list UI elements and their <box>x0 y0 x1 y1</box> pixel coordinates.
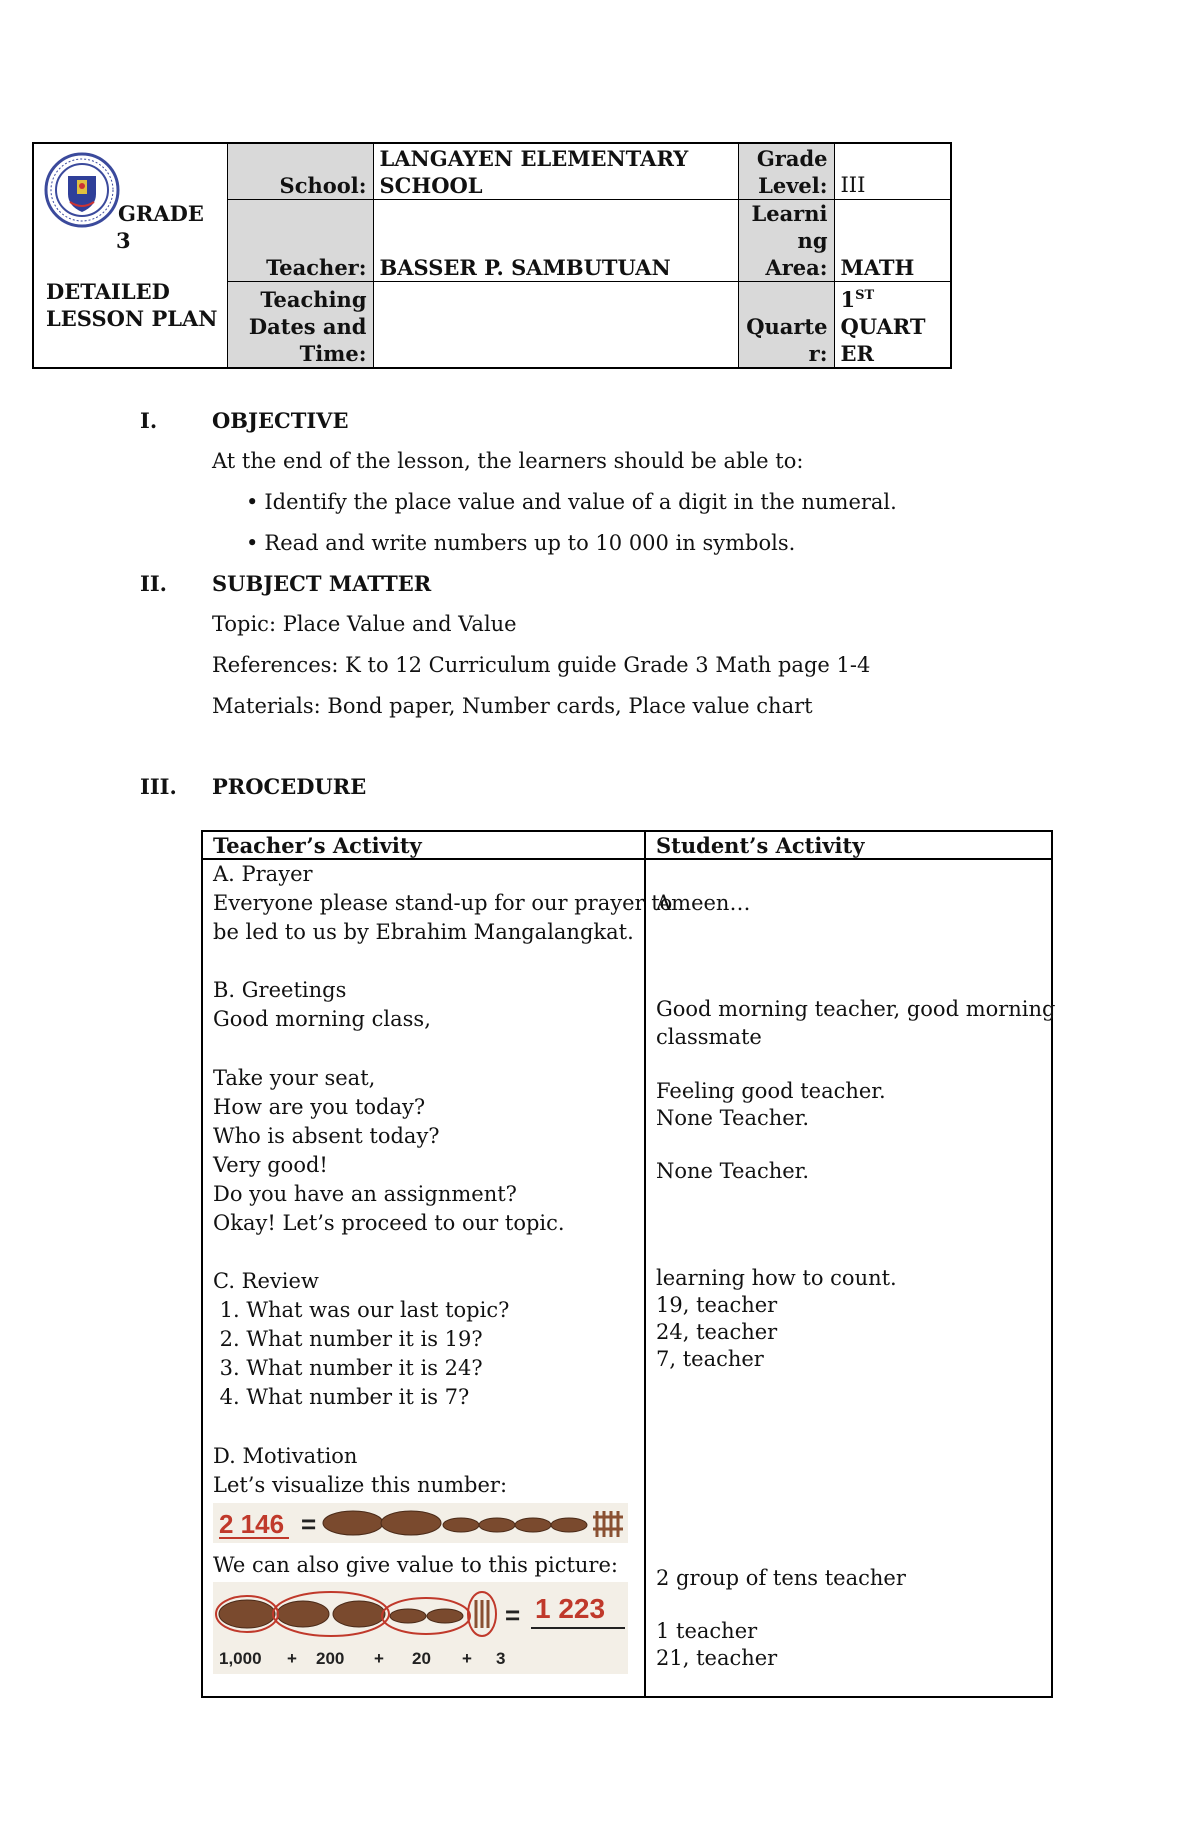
number-1223-bundles-image <box>213 1582 628 1674</box>
quarter-label: Quarte r: <box>738 281 834 368</box>
teaching-dates-label: Teaching Dates and Time: <box>227 281 373 368</box>
equals-sign: = <box>505 1600 521 1630</box>
teacher-activity-header: Teacher’s Activity <box>202 831 645 859</box>
school-label: School: <box>227 143 373 199</box>
grade-level-value: III <box>834 143 951 199</box>
teacher-line: Good morning class, <box>213 1007 431 1031</box>
teacher-line: Who is absent today? <box>213 1124 440 1148</box>
objective-bullet: • Read and write numbers up to 10 000 in symbols. <box>246 531 796 555</box>
objective-bullet: • Identify the place value and value of a digit in the numeral. <box>246 490 897 514</box>
student-line: 21, teacher <box>656 1646 778 1670</box>
section-objective-heading: I. OBJECTIVE <box>140 408 349 433</box>
teaching-dates-value <box>373 281 738 368</box>
teacher-line: B. Greetings <box>213 978 347 1002</box>
student-line: None Teacher. <box>656 1106 810 1130</box>
header-table <box>32 142 952 369</box>
value-part: 3 <box>496 1649 506 1668</box>
number-1223-label: 1 223 <box>535 1593 606 1624</box>
section-procedure-heading: III. PROCEDURE <box>140 774 367 799</box>
teacher-label: Teacher: <box>227 199 373 281</box>
student-line: 24, teacher <box>656 1320 778 1344</box>
student-line: 7, teacher <box>656 1347 764 1371</box>
teacher-line: 2. What number it is 19? <box>213 1327 483 1351</box>
teacher-line: Do you have an assignment? <box>213 1182 517 1206</box>
objective-intro: At the end of the lesson, the learners should be able to: <box>212 449 804 473</box>
teacher-line: 1. What was our last topic? <box>213 1298 510 1322</box>
value-part: 1,000 <box>219 1649 262 1668</box>
section-subject-heading: II. SUBJECT MATTER <box>140 571 432 596</box>
teacher-value: BASSER P. SAMBUTUAN <box>373 199 738 281</box>
subject-topic: Topic: Place Value and Value <box>212 612 517 636</box>
student-line: 1 teacher <box>656 1619 758 1643</box>
student-line: learning how to count. <box>656 1266 897 1290</box>
teacher-line: A. Prayer <box>213 862 313 886</box>
procedure-table <box>201 830 1056 1698</box>
teacher-line: C. Review <box>213 1269 319 1293</box>
teacher-line: D. Motivation <box>213 1444 358 1468</box>
student-line: Ameen… <box>656 891 751 915</box>
detailed-lesson-plan-label: DETAILED LESSON PLAN <box>46 279 218 331</box>
student-line: Feeling good teacher. <box>656 1079 886 1103</box>
teacher-line: 3. What number it is 24? <box>213 1356 483 1380</box>
subject-materials: Materials: Bond paper, Number cards, Place value chart <box>212 694 813 718</box>
school-value: LANGAYEN ELEMENTARY SCHOOL <box>373 143 738 199</box>
logo-cell <box>33 143 227 368</box>
student-line: classmate <box>656 1025 762 1049</box>
number-2146-label: 2 146 <box>219 1509 285 1539</box>
teacher-line: Very good! <box>213 1153 328 1177</box>
plus-sign: + <box>287 1649 297 1668</box>
number-2146-bundles-image <box>213 1503 628 1543</box>
teacher-line: Okay! Let’s proceed to our topic. <box>213 1211 565 1235</box>
student-line: Good morning teacher, good morning <box>656 997 1056 1021</box>
plus-sign: + <box>374 1649 384 1668</box>
teacher-activity-cell <box>202 859 673 1697</box>
deped-seal-icon <box>44 152 120 228</box>
teacher-line: 4. What number it is 7? <box>213 1385 470 1409</box>
teacher-line: Everyone please stand-up for our prayer to <box>213 891 673 915</box>
grade-level-label: Grade Level: <box>738 143 834 199</box>
value-part: 200 <box>316 1649 345 1668</box>
value-part: 20 <box>412 1649 431 1668</box>
grade-label: GRADE 3 <box>116 201 204 253</box>
subject-references: References: K to 12 Curriculum guide Grade 3 Math page 1-4 <box>212 653 871 677</box>
student-activity-cell <box>645 859 1056 1697</box>
teacher-line: How are you today? <box>213 1095 426 1119</box>
student-line: 2 group of tens teacher <box>656 1566 906 1590</box>
learning-area-value: MATH <box>834 199 951 281</box>
student-line: 19, teacher <box>656 1293 778 1317</box>
teacher-line: Take your seat, <box>213 1066 376 1090</box>
student-activity-header: Student’s Activity <box>645 831 1052 859</box>
plus-sign: + <box>462 1649 472 1668</box>
learning-area-label: Learni ng Area: <box>738 199 834 281</box>
teacher-line: be led to us by Ebrahim Mangalangkat. <box>213 920 634 944</box>
teacher-line: We can also give value to this picture: <box>213 1553 618 1577</box>
student-line: None Teacher. <box>656 1159 810 1183</box>
teacher-line: Let’s visualize this number: <box>213 1473 508 1497</box>
quarter-value: 1ST QUART ER <box>834 281 951 368</box>
grade-number: 3 <box>116 228 131 253</box>
equals-sign: = <box>301 1509 317 1539</box>
